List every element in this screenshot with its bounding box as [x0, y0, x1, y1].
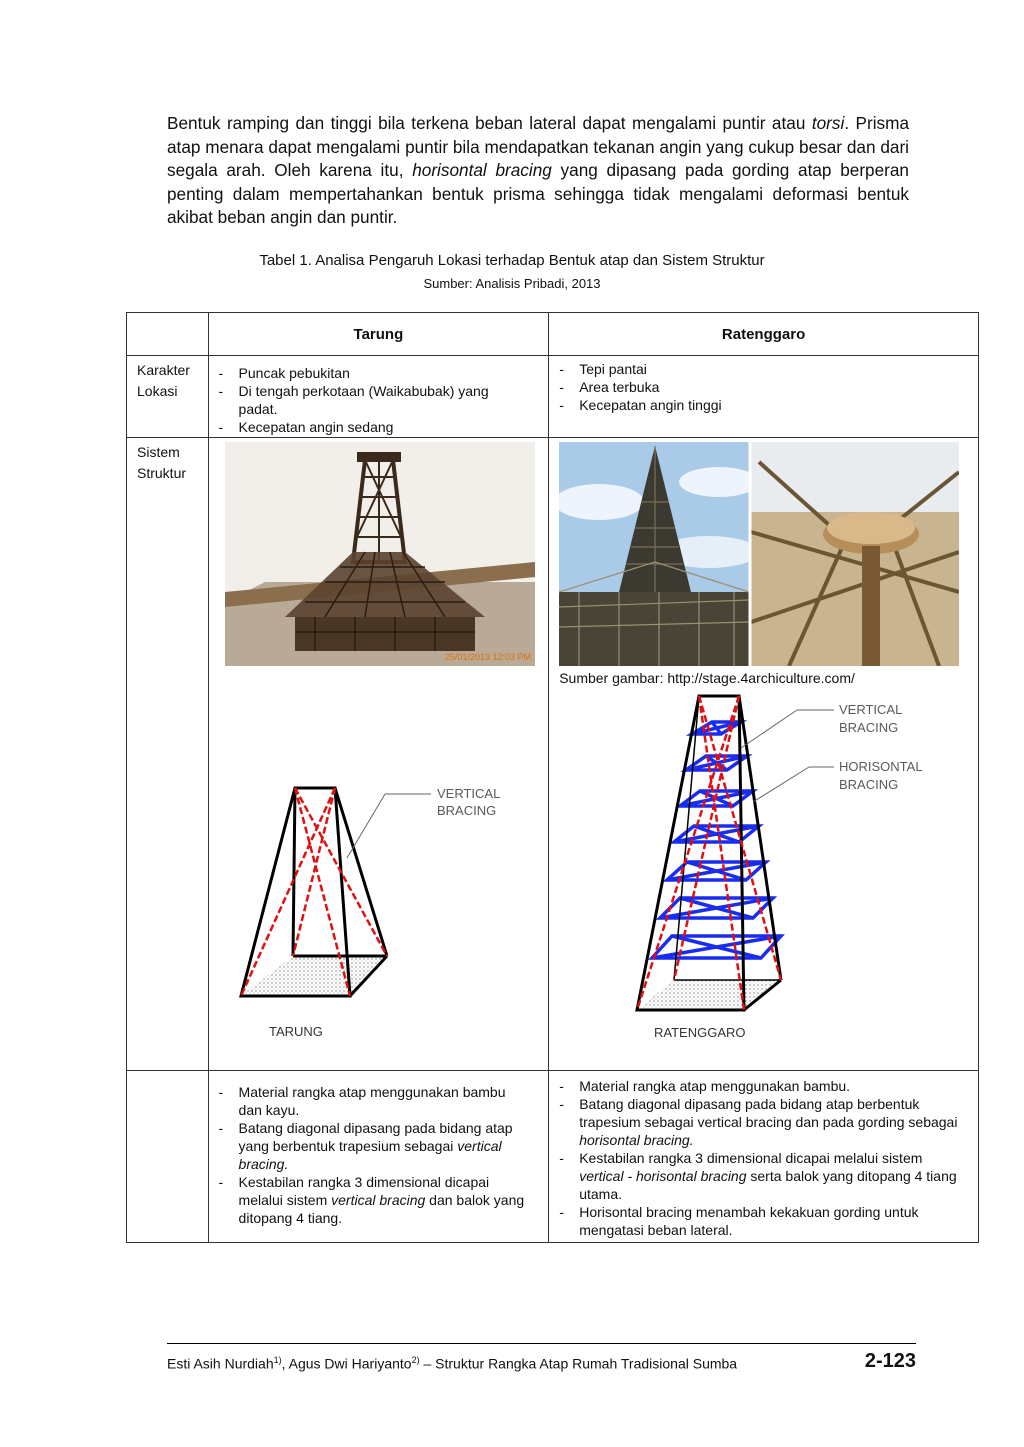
row-sistem-struktur	[127, 438, 979, 1071]
tarung-diagram-label: TARUNG	[268, 1024, 323, 1039]
list-item: - Puncak pebukitan	[219, 364, 531, 382]
para-text-3: yang dipasang pada gording atap berperan penting dalam mempertahankan bentuk prisma sehingga tidak mengalami deformasi bentuk akibat beban angin dan puntir.	[167, 160, 909, 228]
footer-rule	[167, 1343, 916, 1344]
vertical-bracing-label-2: BRACING	[436, 803, 496, 818]
para-em-horisontal-bracing: horisontal bracing	[412, 160, 552, 181]
image-source: Sumber gambar: http://stage.4archiculture.com/	[559, 670, 855, 686]
row-label-sistem-struktur: Sistem Struktur	[127, 438, 209, 1071]
row-label-karakter-lokasi: Karakter Lokasi	[127, 356, 209, 438]
desc-label-empty	[127, 1071, 209, 1243]
list-item: - Horisontal bracing menambah kekakuan gording untuk mengatasi beban lateral.	[559, 1203, 960, 1239]
vertical-bracing-label-2: BRACING	[839, 720, 899, 735]
tarung-desc-cell	[208, 1071, 549, 1243]
vertical-bracing-label: VERTICAL	[436, 786, 500, 801]
para-text-1: Bentuk ramping dan tinggi bila terkena beban lateral dapat mengalami puntir atau	[167, 113, 812, 133]
list-item: - Tepi pantai	[559, 360, 960, 378]
analysis-table	[126, 312, 979, 1243]
tarung-struktur-cell	[208, 438, 549, 1071]
table-caption: Tabel 1. Analisa Pengaruh Lokasi terhadap Bentuk atap dan Sistem Struktur	[259, 252, 765, 269]
list-item: - Area terbuka	[559, 378, 960, 396]
row-karakter-lokasi	[127, 356, 979, 438]
list-item: - Batang diagonal dipasang pada bidang atap berbentuk trapesium sebagai vertical bracing dan pada gording sebagai horisontal bracing.	[559, 1095, 960, 1149]
page-number: 2-123	[864, 1350, 916, 1372]
tarung-bracing-diagram	[235, 786, 505, 1046]
body-paragraph	[167, 112, 909, 230]
table-source: Sumber: Analisis Pribadi, 2013	[423, 276, 601, 291]
list-item: - Batang diagonal dipasang pada bidang atap yang berbentuk trapesium sebagai vertical bracing.	[219, 1119, 531, 1173]
header-tarung: Tarung	[208, 313, 549, 356]
list-item: - Material rangka atap menggunakan bambu.	[559, 1077, 960, 1095]
list-item: - Di tengah perkotaan (Waikabubak) yang padat.	[219, 382, 531, 418]
row-description	[127, 1071, 979, 1243]
list-item: - Kecepatan angin sedang	[219, 418, 531, 436]
ratenggaro-diagram-label: RATENGGARO	[654, 1025, 746, 1040]
photo-timestamp: 25/01/2013 12:03 PM	[444, 652, 531, 662]
header-empty	[127, 313, 209, 356]
list-item: - Kestabilan rangka 3 dimensional dicapai melalui sistem vertical bracing dan balok yang ditopang 4 tiang.	[219, 1173, 531, 1227]
ratenggaro-struktur-cell	[549, 438, 979, 1071]
ratenggaro-bracing-diagram	[629, 692, 969, 1052]
horisontal-bracing-label-2: BRACING	[839, 777, 899, 792]
list-item: - Material rangka atap menggunakan bambu dan kayu.	[219, 1083, 531, 1119]
tarung-model-photo	[225, 442, 535, 666]
table-header-row	[127, 313, 979, 356]
list-item: - Kestabilan rangka 3 dimensional dicapai melalui sistem vertical - horisontal bracing serta balok yang ditopang 4 tiang utama.	[559, 1149, 960, 1203]
horisontal-bracing-label: HORISONTAL	[839, 759, 923, 774]
tarung-lokasi-cell	[208, 356, 549, 438]
vertical-bracing-label: VERTICAL	[839, 702, 903, 717]
para-em-torsi: torsi	[811, 113, 845, 133]
ratenggaro-photos	[559, 442, 959, 666]
para-text-2: . Prisma atap menara dapat mengalami puntir bila mendapatkan tekanan angin yang cukup besar dan dari segala arah. Oleh karena itu,	[167, 113, 909, 181]
list-item: - Kecepatan angin tinggi	[559, 396, 960, 414]
ratenggaro-lokasi-cell	[549, 356, 979, 438]
header-ratenggaro: Ratenggaro	[549, 313, 979, 356]
footer-citation: Esti Asih Nurdiah$^{1)}$, Agus Dwi Hariyanto$^{2)}$ – Struktur Rangka Atap Rumah Tradisional Sumba	[167, 1355, 738, 1372]
ratenggaro-desc-cell	[549, 1071, 979, 1243]
